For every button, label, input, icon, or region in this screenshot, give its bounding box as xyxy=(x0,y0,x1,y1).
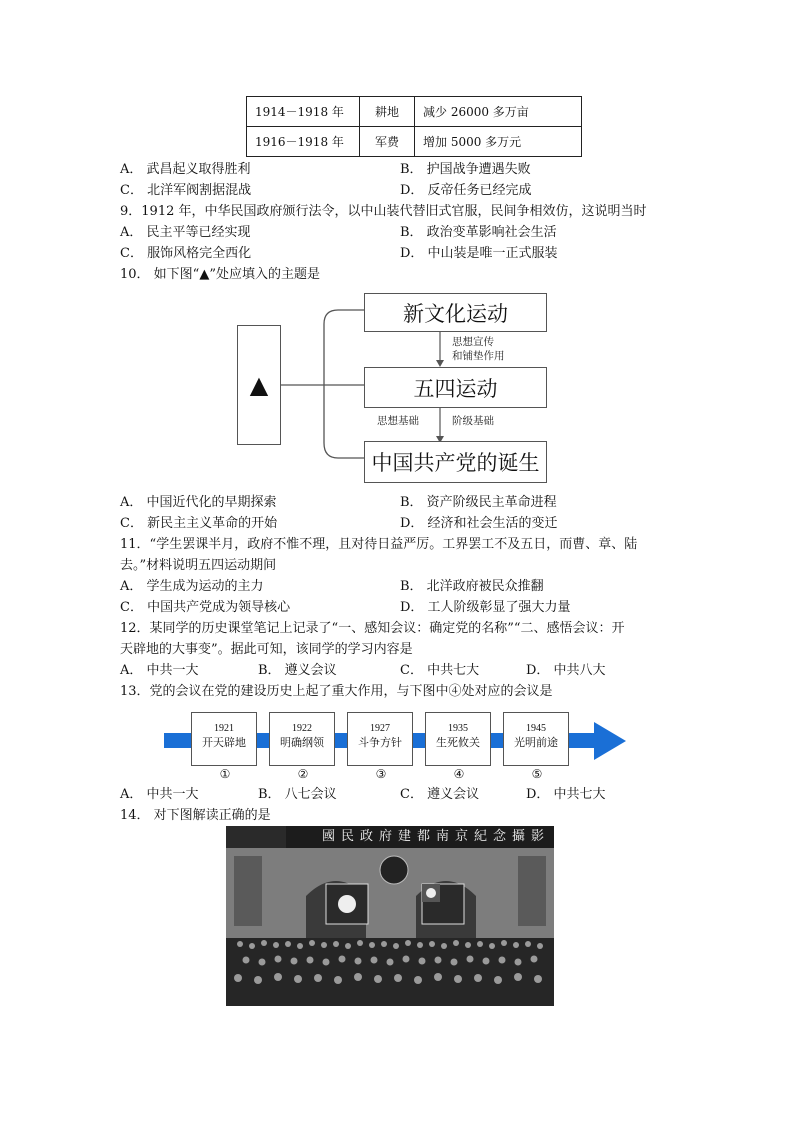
photo-banner-text: 國民政府建都南京紀念攝影 xyxy=(321,829,550,844)
q14-stem: 14． 对下图解读正确的是 xyxy=(120,808,271,823)
timeline-year: 1945 xyxy=(526,723,546,734)
data-table xyxy=(246,96,582,157)
q13-option-c: C． 遵义会议 xyxy=(400,787,480,802)
q8-option-d: D． 反帝任务已经完成 xyxy=(400,183,532,198)
q13-option-b: B． 八七会议 xyxy=(258,787,337,802)
q13-option-a: A． 中共一大 xyxy=(120,787,199,802)
q11-option-c: C． 中国共产党成为领导核心 xyxy=(120,600,291,615)
table-cell-item: 军费 xyxy=(360,127,415,157)
q9-option-c: C． 服饰风格完全西化 xyxy=(120,246,252,261)
timeline-year: 1922 xyxy=(292,723,312,734)
arrow-label-groundwork: 和铺垫作用 xyxy=(452,350,505,362)
theme-placeholder-box xyxy=(237,325,281,445)
table-cell-change: 增加 5000 多万元 xyxy=(415,127,582,157)
timeline-year: 1921 xyxy=(214,723,234,734)
timeline-marker: ① xyxy=(219,767,231,781)
q12-option-a: A． 中共一大 xyxy=(120,663,199,678)
photo-illustration xyxy=(226,826,554,1006)
timeline-label: 光明前途 xyxy=(514,736,558,749)
q8-option-c: C． 北洋军阀割据混战 xyxy=(120,183,252,198)
q11-option-b: B． 北洋政府被民众推翻 xyxy=(400,579,544,594)
q12-option-c: C． 中共七大 xyxy=(400,663,480,678)
q10-option-d: D． 经济和社会生活的变迁 xyxy=(400,516,558,531)
timeline-marker: ⑤ xyxy=(531,767,543,781)
q11-stem-line2: 去。”材料说明五四运动期间 xyxy=(120,558,277,573)
table-cell-item: 耕地 xyxy=(360,97,415,127)
timeline-marker: ③ xyxy=(375,767,387,781)
timeline-year: 1927 xyxy=(370,723,390,734)
timeline-node xyxy=(347,712,413,766)
q12-option-b: B． 遵义会议 xyxy=(258,663,337,678)
timeline-label: 明确纲领 xyxy=(280,736,324,749)
q8-option-b: B． 护国战争遭遇失败 xyxy=(400,162,531,177)
q11-stem-line1: 11．“学生罢课半月，政府不惟不理，且对待日益严厉。工界罢工不及五日，而曹、章、陆 xyxy=(120,537,638,552)
q10-option-c: C． 新民主主义革命的开始 xyxy=(120,516,278,531)
q9-stem: 9．1912 年，中华民国政府颁行法令，以中山装代替旧式官服，民间争相效仿，这说明当时 xyxy=(120,204,647,219)
q11-option-a: A． 学生成为运动的主力 xyxy=(120,579,264,594)
table-row xyxy=(247,127,582,157)
triangle-icon: ▲ xyxy=(249,371,269,399)
timeline-marker: ② xyxy=(297,767,309,781)
table-cell-change: 减少 26000 多万亩 xyxy=(415,97,582,127)
q13-option-d: D． 中共七大 xyxy=(526,787,606,802)
arrow-label-class-basis: 阶级基础 xyxy=(452,415,494,427)
q12-option-d: D． 中共八大 xyxy=(526,663,606,678)
q8-option-a: A． 武昌起义取得胜利 xyxy=(120,162,251,177)
q9-option-b: B． 政治变革影响社会生活 xyxy=(400,225,557,240)
timeline-node xyxy=(503,712,569,766)
new-culture-movement-box: 新文化运动 xyxy=(364,293,547,332)
arrow-label-ideological-basis: 思想基础 xyxy=(377,415,419,427)
q12-stem-line2: 天辟地的大事变”。据此可知，该同学的学习内容是 xyxy=(120,642,413,657)
q10-option-a: A． 中国近代化的早期探索 xyxy=(120,495,277,510)
table-row xyxy=(247,97,582,127)
q9-option-d: D． 中山装是唯一正式服装 xyxy=(400,246,558,261)
q11-option-d: D． 工人阶级彰显了强大力量 xyxy=(400,600,571,615)
may-fourth-movement-box: 五四运动 xyxy=(364,367,547,408)
q10-stem: 10． 如下图“▲”处应填入的主题是 xyxy=(120,267,320,282)
q13-stem: 13．党的会议在党的建设历史上起了重大作用，与下图中④处对应的会议是 xyxy=(120,684,553,699)
q10-option-b: B． 资产阶级民主革命进程 xyxy=(400,495,557,510)
table-cell-period: 1914－1918 年 xyxy=(247,97,360,127)
table-cell-period: 1916－1918 年 xyxy=(247,127,360,157)
arrow-label-propaganda: 思想宣传 xyxy=(452,336,494,348)
timeline-label: 生死攸关 xyxy=(436,736,480,749)
timeline-year: 1935 xyxy=(448,723,468,734)
historical-group-photo xyxy=(226,826,554,1006)
cpc-founding-box: 中国共产党的诞生 xyxy=(364,441,547,483)
timeline-node xyxy=(425,712,491,766)
timeline-marker: ④ xyxy=(453,767,465,781)
timeline-node xyxy=(191,712,257,766)
timeline-label: 斗争方针 xyxy=(358,736,402,749)
timeline-node xyxy=(269,712,335,766)
q12-stem-line1: 12．某同学的历史课堂笔记上记录了“一、感知会议：确定党的名称”“二、感悟会议：开 xyxy=(120,621,625,636)
q9-option-a: A． 民主平等已经实现 xyxy=(120,225,251,240)
timeline-label: 开天辟地 xyxy=(202,736,246,749)
